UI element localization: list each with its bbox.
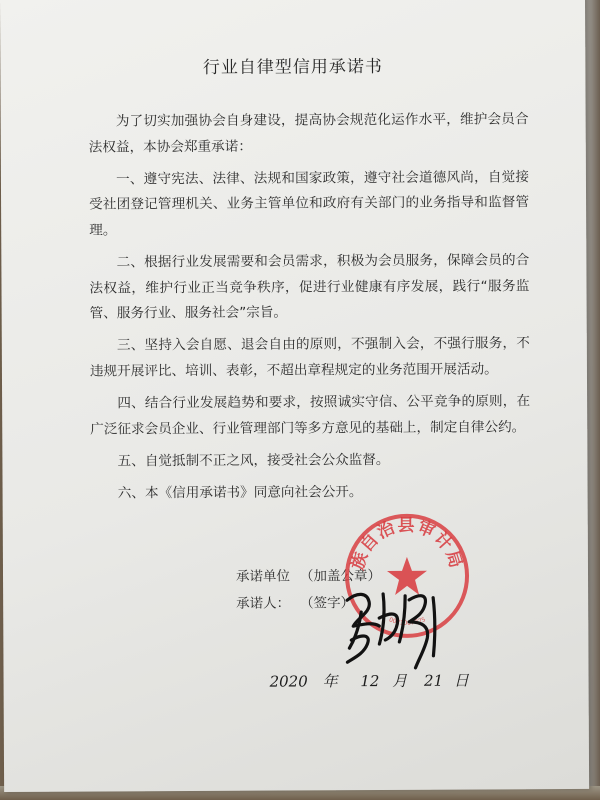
date-day-unit: 日 [453, 671, 469, 690]
item-paragraph-5: 五、自觉抵制不正之风，接受社会公众监督。 [117, 451, 390, 470]
item-paragraph-4: 四、结合行业发展趋势和要求，按照诚实守信、公平竞争的原则，在广泛征求会员企业、行业管理部门等多方意见的基础上，制定自律公约。 [90, 393, 531, 438]
date-day: 21 [423, 671, 444, 690]
document-title: 行业自律型信用承诺书 [202, 56, 383, 78]
item-paragraph-3: 三、坚持入会自愿、退会自由的原则，不强制入会，不强行服务，不违规开展评比、培训、表彰，不超出章程规定的业务范围开展活动。 [89, 335, 530, 380]
signing-unit-label: 承诺单位 [235, 568, 291, 585]
seal-code: 0021007875 [387, 616, 427, 627]
date-year-unit: 年 [322, 672, 338, 691]
signing-unit-note: （加盖公章） [299, 568, 382, 585]
intro-paragraph: 为了切实加强协会自身建设，提高协会规范化运作水平，维护会员合法权益，本协会郑重承诺： [88, 111, 529, 156]
date-line [270, 670, 469, 692]
item-paragraph-1: 一、遵守宪法、法律、法规和国家政策，遵守社会道德风尚，自觉接受社团登记管理机关、业务主管单位和政府有关部门的业务指导和监督管理。 [89, 168, 530, 239]
item-paragraph-6: 六、本《信用承诺书》同意向社会公开。 [117, 483, 363, 502]
date-month: 12 [360, 672, 380, 691]
date-month-unit: 月 [392, 671, 408, 690]
signer-label: 承诺人： [236, 595, 291, 612]
item-paragraph-2: 二、根据行业发展需要和会员需求，积极为会员服务，保障会员的合法权益，维护行业正当竞争秩序，促进行业健康有序发展，践行“服务监管、服务行业、服务社会”宗旨。 [89, 252, 530, 322]
signer-note: （签字） [300, 595, 355, 612]
handwritten-signature [339, 578, 452, 675]
seal-text: 族自治县审计局 [347, 515, 467, 573]
date-year: 2020 [269, 672, 308, 691]
document-body [89, 107, 531, 513]
